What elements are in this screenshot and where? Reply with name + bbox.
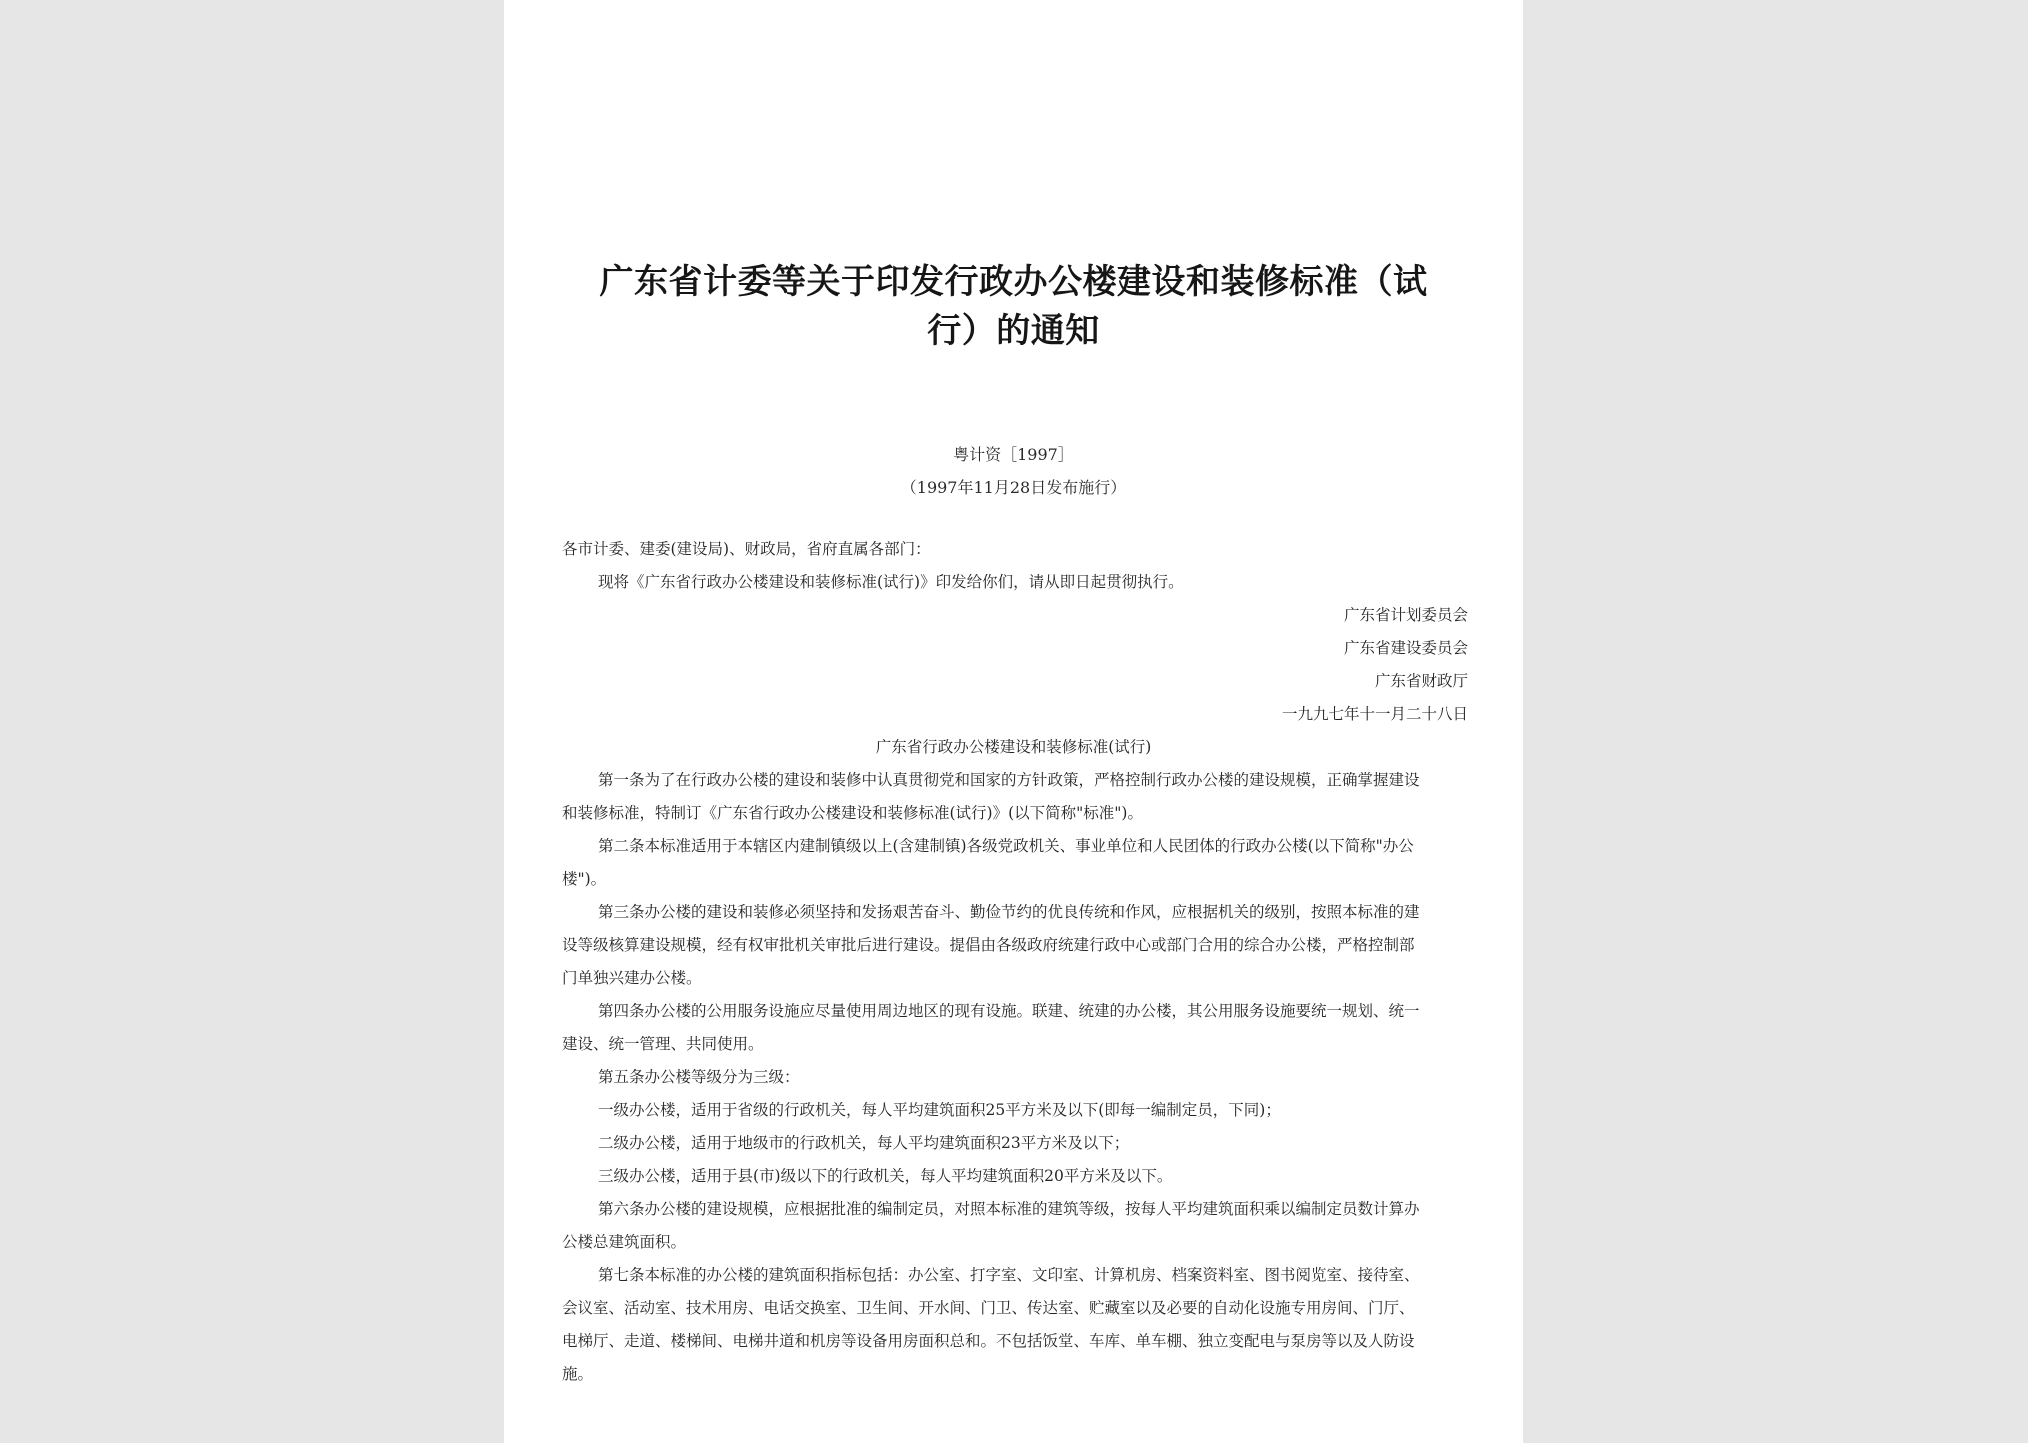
article-5-level-1: 一级办公楼，适用于省级的行政机关，每人平均建筑面积25平方米及以下(即每一编制定员，下同)；: [598, 1101, 1281, 1119]
article-3-line-2: 设等级核算建设规模，经有权审批机关审批后进行建设。提倡由各级政府统建行政中心或部门合用的综合办公楼，严格控制部: [562, 936, 1415, 954]
article-6-line-1: 第六条办公楼的建设规模，应根据批准的编制定员，对照本标准的建筑等级，按每人平均建筑面积乘以编制定员数计算办: [598, 1200, 1420, 1218]
article-4-line-1: 第四条办公楼的公用服务设施应尽量使用周边地区的现有设施。联建、统建的办公楼，其公用服务设施要统一规划、统一: [598, 1002, 1420, 1020]
article-7-line-4: 施。: [562, 1365, 594, 1383]
signatory-planning-committee: 广东省计划委员会: [1343, 606, 1468, 624]
article-4-line-2: 建设、统一管理、共同使用。: [562, 1035, 764, 1053]
signatory-construction-committee: 广东省建设委员会: [1343, 639, 1468, 657]
article-1-line-2: 和装修标准，特制订《广东省行政办公楼建设和装修标准(试行)》(以下简称"标准")。: [562, 804, 1143, 822]
article-7-line-3: 电梯厅、走道、楼梯间、电梯井道和机房等设备用房面积总和。不包括饭堂、车库、单车棚、独立变配电与泵房等以及人防设: [562, 1332, 1415, 1350]
article-3-line-1: 第三条办公楼的建设和装修必须坚持和发扬艰苦奋斗、勤俭节约的优良传统和作风，应根据机关的级别，按照本标准的建: [598, 903, 1420, 921]
article-5-level-2: 二级办公楼，适用于地级市的行政机关，每人平均建筑面积23平方米及以下；: [598, 1134, 1130, 1152]
standard-title: 广东省行政办公楼建设和装修标准(试行): [875, 738, 1152, 756]
document-title: [566, 258, 1461, 356]
article-3-line-3: 门单独兴建办公楼。: [562, 969, 702, 987]
publish-note: （1997年11月28日发布施行）: [900, 478, 1127, 497]
notice-body: 现将《广东省行政办公楼建设和装修标准(试行)》印发给你们，请从即日起贯彻执行。: [598, 573, 1184, 591]
article-5-level-3: 三级办公楼，适用于县(市)级以下的行政机关，每人平均建筑面积20平方米及以下。: [598, 1167, 1173, 1185]
document-number: 粤计资［1997］: [953, 445, 1074, 464]
article-5-line-1: 第五条办公楼等级分为三级：: [598, 1068, 800, 1086]
article-2-line-2: 楼")。: [562, 870, 607, 888]
title-line-1: 广东省计委等关于印发行政办公楼建设和装修标准（试: [599, 262, 1428, 302]
article-2-line-1: 第二条本标准适用于本辖区内建制镇级以上(含建制镇)各级党政机关、事业单位和人民团体的行政办公楼(以下简称"办公: [598, 837, 1414, 855]
document-page: [504, 0, 1523, 1443]
signatory-finance-department: 广东省财政厅: [1374, 672, 1468, 690]
addressee: 各市计委、建委(建设局)、财政局，省府直属各部门：: [562, 540, 931, 558]
article-7-line-1: 第七条本标准的办公楼的建筑面积指标包括：办公室、打字室、文印室、计算机房、档案资料室、图书阅览室、接待室、: [598, 1266, 1420, 1284]
article-6-line-2: 公楼总建筑面积。: [562, 1233, 687, 1251]
sign-date: 一九九七年十一月二十八日: [1281, 705, 1468, 723]
article-7-line-2: 会议室、活动室、技术用房、电话交换室、卫生间、开水间、门卫、传达室、贮藏室以及必要的自动化设施专用房间、门厅、: [562, 1299, 1415, 1317]
title-line-2: 行）的通知: [927, 311, 1100, 351]
article-1-line-1: 第一条为了在行政办公楼的建设和装修中认真贯彻党和国家的方针政策，严格控制行政办公楼的建设规模，正确掌握建设: [598, 771, 1420, 789]
